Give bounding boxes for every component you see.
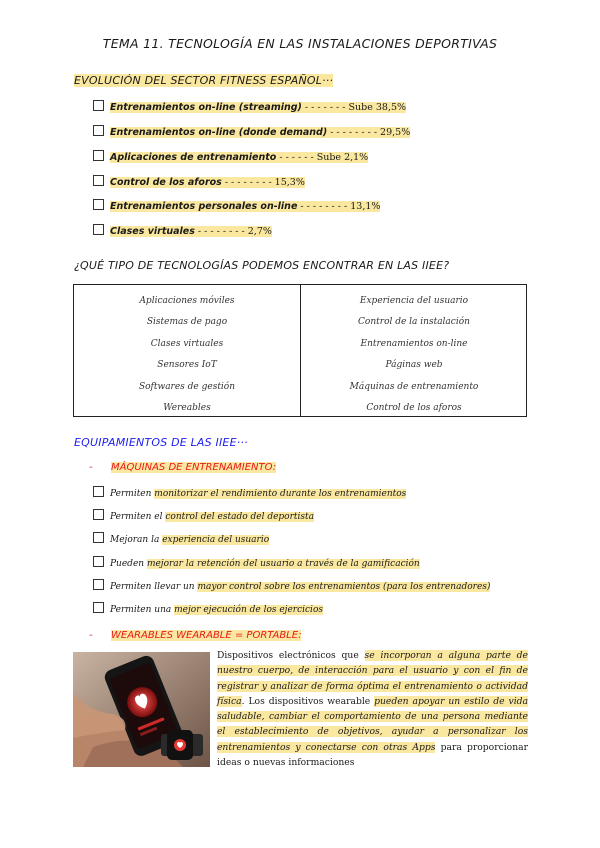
table-column-right — [301, 291, 527, 419]
checkbox-icon — [93, 486, 104, 497]
list-item: Entrenamientos personales on-line - - - - - - - - 13,1% — [93, 199, 380, 212]
table-cell: Experiencia del usuario — [359, 296, 469, 306]
list-item: Mejoran la experiencia del usuario — [93, 532, 269, 545]
table-cell: Páginas web — [385, 360, 443, 371]
list-item: Permiten monitorizar el rendimiento durante los entrenamientos — [93, 486, 406, 499]
table-cell: Control de los aforos — [366, 402, 462, 413]
table-cell: Clases virtuales — [150, 338, 224, 349]
table-cell: Wereables — [163, 402, 211, 413]
section-heading-technologies: ¿QUÉ TIPO DE TECNOLOGÍAS PODEMOS ENCONTRAR EN LAS IIEE? — [74, 259, 450, 272]
checkbox-icon — [93, 199, 104, 210]
section-heading-fitness: EVOLUCIÓN DEL SECTOR FITNESS ESPAÑOL··· — [74, 74, 334, 87]
list-item: Permiten una mejor ejecución de los ejercicios — [93, 602, 323, 615]
checkbox-icon — [93, 509, 104, 520]
section-heading-equipment: EQUIPAMIENTOS DE LAS IIEE··· — [74, 436, 248, 449]
list-item: Entrenamientos on-line (donde demand) - - - - - - - - 29,5% — [93, 125, 410, 138]
checkbox-icon — [93, 224, 104, 235]
list-item: Pueden mejorar la retención del usuario a través de la gamificación — [93, 556, 420, 569]
list-item: Clases virtuales - - - - - - - - 2,7% — [93, 224, 272, 237]
checkbox-icon — [93, 579, 104, 590]
subheading-wearables: - WEARABLES WEARABLE = PORTABLE: — [89, 630, 302, 641]
checkbox-icon — [93, 556, 104, 567]
table-cell: Softwares de gestión — [138, 381, 236, 392]
checkbox-icon — [93, 150, 104, 161]
subheading-machines: - MÁQUINAS DE ENTRENAMIENTO: — [89, 462, 277, 473]
list-item: Entrenamientos on-line (streaming) - - - - - - - Sube 38,5% — [93, 100, 406, 113]
checkbox-icon — [93, 175, 104, 186]
checkbox-icon — [93, 602, 104, 613]
technologies-table — [73, 284, 527, 417]
wearables-illustration — [73, 652, 210, 767]
list-item: Aplicaciones de entrenamiento - - - - - - Sube 2,1% — [93, 150, 368, 163]
table-cell: Sensores IoT — [157, 360, 217, 371]
table-cell: Sistemas de pago — [146, 317, 228, 328]
table-cell: Control de la instalación — [358, 317, 470, 328]
page-title: TEMA 11. TECNOLOGÍA EN LAS INSTALACIONES DEPORTIVAS — [102, 36, 498, 51]
checkbox-icon — [93, 532, 104, 543]
list-item: Control de los aforos - - - - - - - - 15,3% — [93, 175, 305, 188]
list-item: Permiten llevar un mayor control sobre los entrenamientos (para los entrenadores) — [93, 579, 490, 592]
checkbox-icon — [93, 125, 104, 136]
table-cell: Aplicaciones móviles — [139, 296, 235, 306]
checkbox-icon — [93, 100, 104, 111]
list-item: Permiten el control del estado del deportista — [93, 509, 314, 522]
wearables-description: Dispositivos electrónicos que se incorporan a alguna parte de nuestro cuerpo, de interacción para el usuario y con el fin de registrar y analizar de forma óptima el entrenamiento o actividad física. Los dispositivos wearable pueden apoyar un estilo de vida saludable, cambiar el comportamiento de una persona mediante el establecimiento de objetivos, ayudar a personalizar los entrenamientos y conectarse con otras Apps para proporcionar ideas o nuevas informaciones — [217, 650, 528, 769]
wearables-photo — [73, 652, 210, 767]
table-cell: Entrenamientos on-line — [360, 338, 468, 349]
table-cell: Máquinas de entrenamiento — [349, 381, 479, 392]
table-column-left — [74, 291, 300, 419]
